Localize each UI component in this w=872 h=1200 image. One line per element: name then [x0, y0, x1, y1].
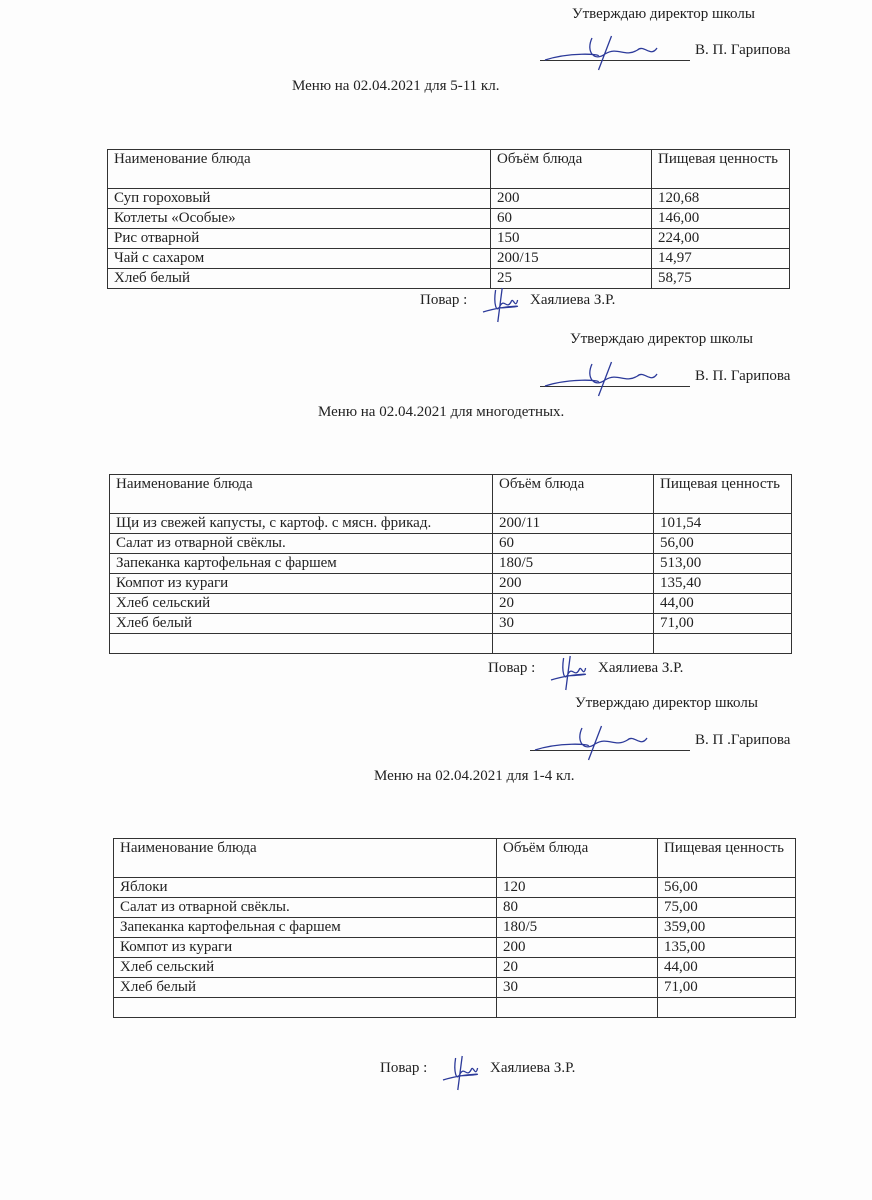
menu-title: Меню на 02.04.2021 для 1-4 кл. — [374, 768, 575, 784]
portion-cell: 60 — [493, 534, 654, 554]
table-row — [114, 998, 796, 1018]
column-header: Наименование блюда — [110, 475, 493, 514]
portion-cell: 150 — [491, 229, 652, 249]
table-row — [114, 938, 796, 958]
portion-cell — [493, 634, 654, 654]
cook-name: Хаялиева З.Р. — [490, 1060, 576, 1076]
table-row — [108, 269, 790, 289]
portion-cell — [497, 998, 658, 1018]
table-row — [110, 634, 792, 654]
portion-cell: 180/5 — [493, 554, 654, 574]
column-header: Наименование блюда — [108, 150, 491, 189]
nutrition-cell: 101,54 — [654, 514, 792, 534]
menu-title: Меню на 02.04.2021 для многодетных. — [318, 404, 565, 420]
cook-name: Хаялиева З.Р. — [598, 660, 684, 676]
approval-text: Утверждаю директор школы — [575, 695, 758, 711]
portion-cell: 20 — [493, 594, 654, 614]
dish-name-cell: Щи из свежей капусты, с картоф. с мясн. фрикад. — [110, 514, 493, 534]
portion-cell: 30 — [497, 978, 658, 998]
table-row — [114, 918, 796, 938]
portion-cell: 200/11 — [493, 514, 654, 534]
portion-cell: 200 — [491, 189, 652, 209]
portion-cell: 120 — [497, 878, 658, 898]
table-row — [108, 229, 790, 249]
dish-name-cell: Суп гороховый — [108, 189, 491, 209]
cook-signature — [438, 1052, 482, 1097]
table-row — [108, 209, 790, 229]
director-signature — [540, 32, 670, 77]
dish-name-cell — [114, 998, 497, 1018]
dish-name-cell: Компот из кураги — [114, 938, 497, 958]
dish-name-cell: Запеканка картофельная с фаршем — [110, 554, 493, 574]
portion-cell: 200/15 — [491, 249, 652, 269]
cook-label: Повар : — [488, 660, 536, 676]
menu-table — [109, 474, 792, 654]
nutrition-cell: 135,40 — [654, 574, 792, 594]
dish-name-cell: Хлеб белый — [114, 978, 497, 998]
nutrition-cell: 58,75 — [652, 269, 790, 289]
dish-name-cell: Котлеты «Особые» — [108, 209, 491, 229]
dish-name-cell: Компот из кураги — [110, 574, 493, 594]
director-name: В. П. Гарипова — [695, 42, 791, 58]
table-row — [108, 189, 790, 209]
column-header: Пищевая ценность — [658, 839, 796, 878]
nutrition-cell: 513,00 — [654, 554, 792, 574]
nutrition-cell: 135,00 — [658, 938, 796, 958]
table-row — [114, 958, 796, 978]
director-name: В. П. Гарипова — [695, 368, 791, 384]
dish-name-cell: Салат из отварной свёклы. — [114, 898, 497, 918]
director-signature — [540, 358, 670, 403]
nutrition-cell: 359,00 — [658, 918, 796, 938]
column-header: Объём блюда — [497, 839, 658, 878]
portion-cell: 80 — [497, 898, 658, 918]
portion-cell: 20 — [497, 958, 658, 978]
dish-name-cell: Хлеб сельский — [114, 958, 497, 978]
nutrition-cell: 224,00 — [652, 229, 790, 249]
dish-name-cell: Хлеб белый — [110, 614, 493, 634]
table-row — [110, 614, 792, 634]
nutrition-cell: 71,00 — [654, 614, 792, 634]
approval-text: Утверждаю директор школы — [572, 6, 755, 22]
column-header: Пищевая ценность — [654, 475, 792, 514]
dish-name-cell: Хлеб сельский — [110, 594, 493, 614]
table-header-row — [114, 839, 796, 878]
table-row — [110, 554, 792, 574]
menu-title: Меню на 02.04.2021 для 5-11 кл. — [292, 78, 500, 94]
nutrition-cell: 120,68 — [652, 189, 790, 209]
approval-text: Утверждаю директор школы — [570, 331, 753, 347]
table-header-row — [110, 475, 792, 514]
portion-cell: 180/5 — [497, 918, 658, 938]
nutrition-cell: 56,00 — [654, 534, 792, 554]
table-row — [110, 514, 792, 534]
dish-name-cell: Салат из отварной свёклы. — [110, 534, 493, 554]
nutrition-cell: 44,00 — [658, 958, 796, 978]
table-row — [110, 534, 792, 554]
portion-cell: 30 — [493, 614, 654, 634]
dish-name-cell: Рис отварной — [108, 229, 491, 249]
table-row — [114, 878, 796, 898]
table-header-row — [108, 150, 790, 189]
menu-table — [113, 838, 796, 1018]
nutrition-cell: 71,00 — [658, 978, 796, 998]
nutrition-cell — [658, 998, 796, 1018]
nutrition-cell: 14,97 — [652, 249, 790, 269]
column-header: Наименование блюда — [114, 839, 497, 878]
table-row — [108, 249, 790, 269]
dish-name-cell — [110, 634, 493, 654]
nutrition-cell: 56,00 — [658, 878, 796, 898]
cook-label: Повар : — [380, 1060, 428, 1076]
portion-cell: 25 — [491, 269, 652, 289]
nutrition-cell — [654, 634, 792, 654]
portion-cell: 200 — [497, 938, 658, 958]
cook-label: Повар : — [420, 292, 468, 308]
portion-cell: 200 — [493, 574, 654, 594]
column-header: Объём блюда — [493, 475, 654, 514]
table-row — [114, 978, 796, 998]
portion-cell: 60 — [491, 209, 652, 229]
table-row — [114, 898, 796, 918]
table-row — [110, 574, 792, 594]
nutrition-cell: 146,00 — [652, 209, 790, 229]
column-header: Пищевая ценность — [652, 150, 790, 189]
cook-name: Хаялиева З.Р. — [530, 292, 616, 308]
dish-name-cell: Хлеб белый — [108, 269, 491, 289]
dish-name-cell: Запеканка картофельная с фаршем — [114, 918, 497, 938]
column-header: Объём блюда — [491, 150, 652, 189]
director-name: В. П .Гарипова — [695, 732, 791, 748]
nutrition-cell: 75,00 — [658, 898, 796, 918]
nutrition-cell: 44,00 — [654, 594, 792, 614]
menu-table — [107, 149, 790, 289]
cook-signature — [478, 284, 522, 329]
director-signature — [530, 722, 660, 767]
table-row — [110, 594, 792, 614]
dish-name-cell: Чай с сахаром — [108, 249, 491, 269]
dish-name-cell: Яблоки — [114, 878, 497, 898]
cook-signature — [546, 652, 590, 697]
